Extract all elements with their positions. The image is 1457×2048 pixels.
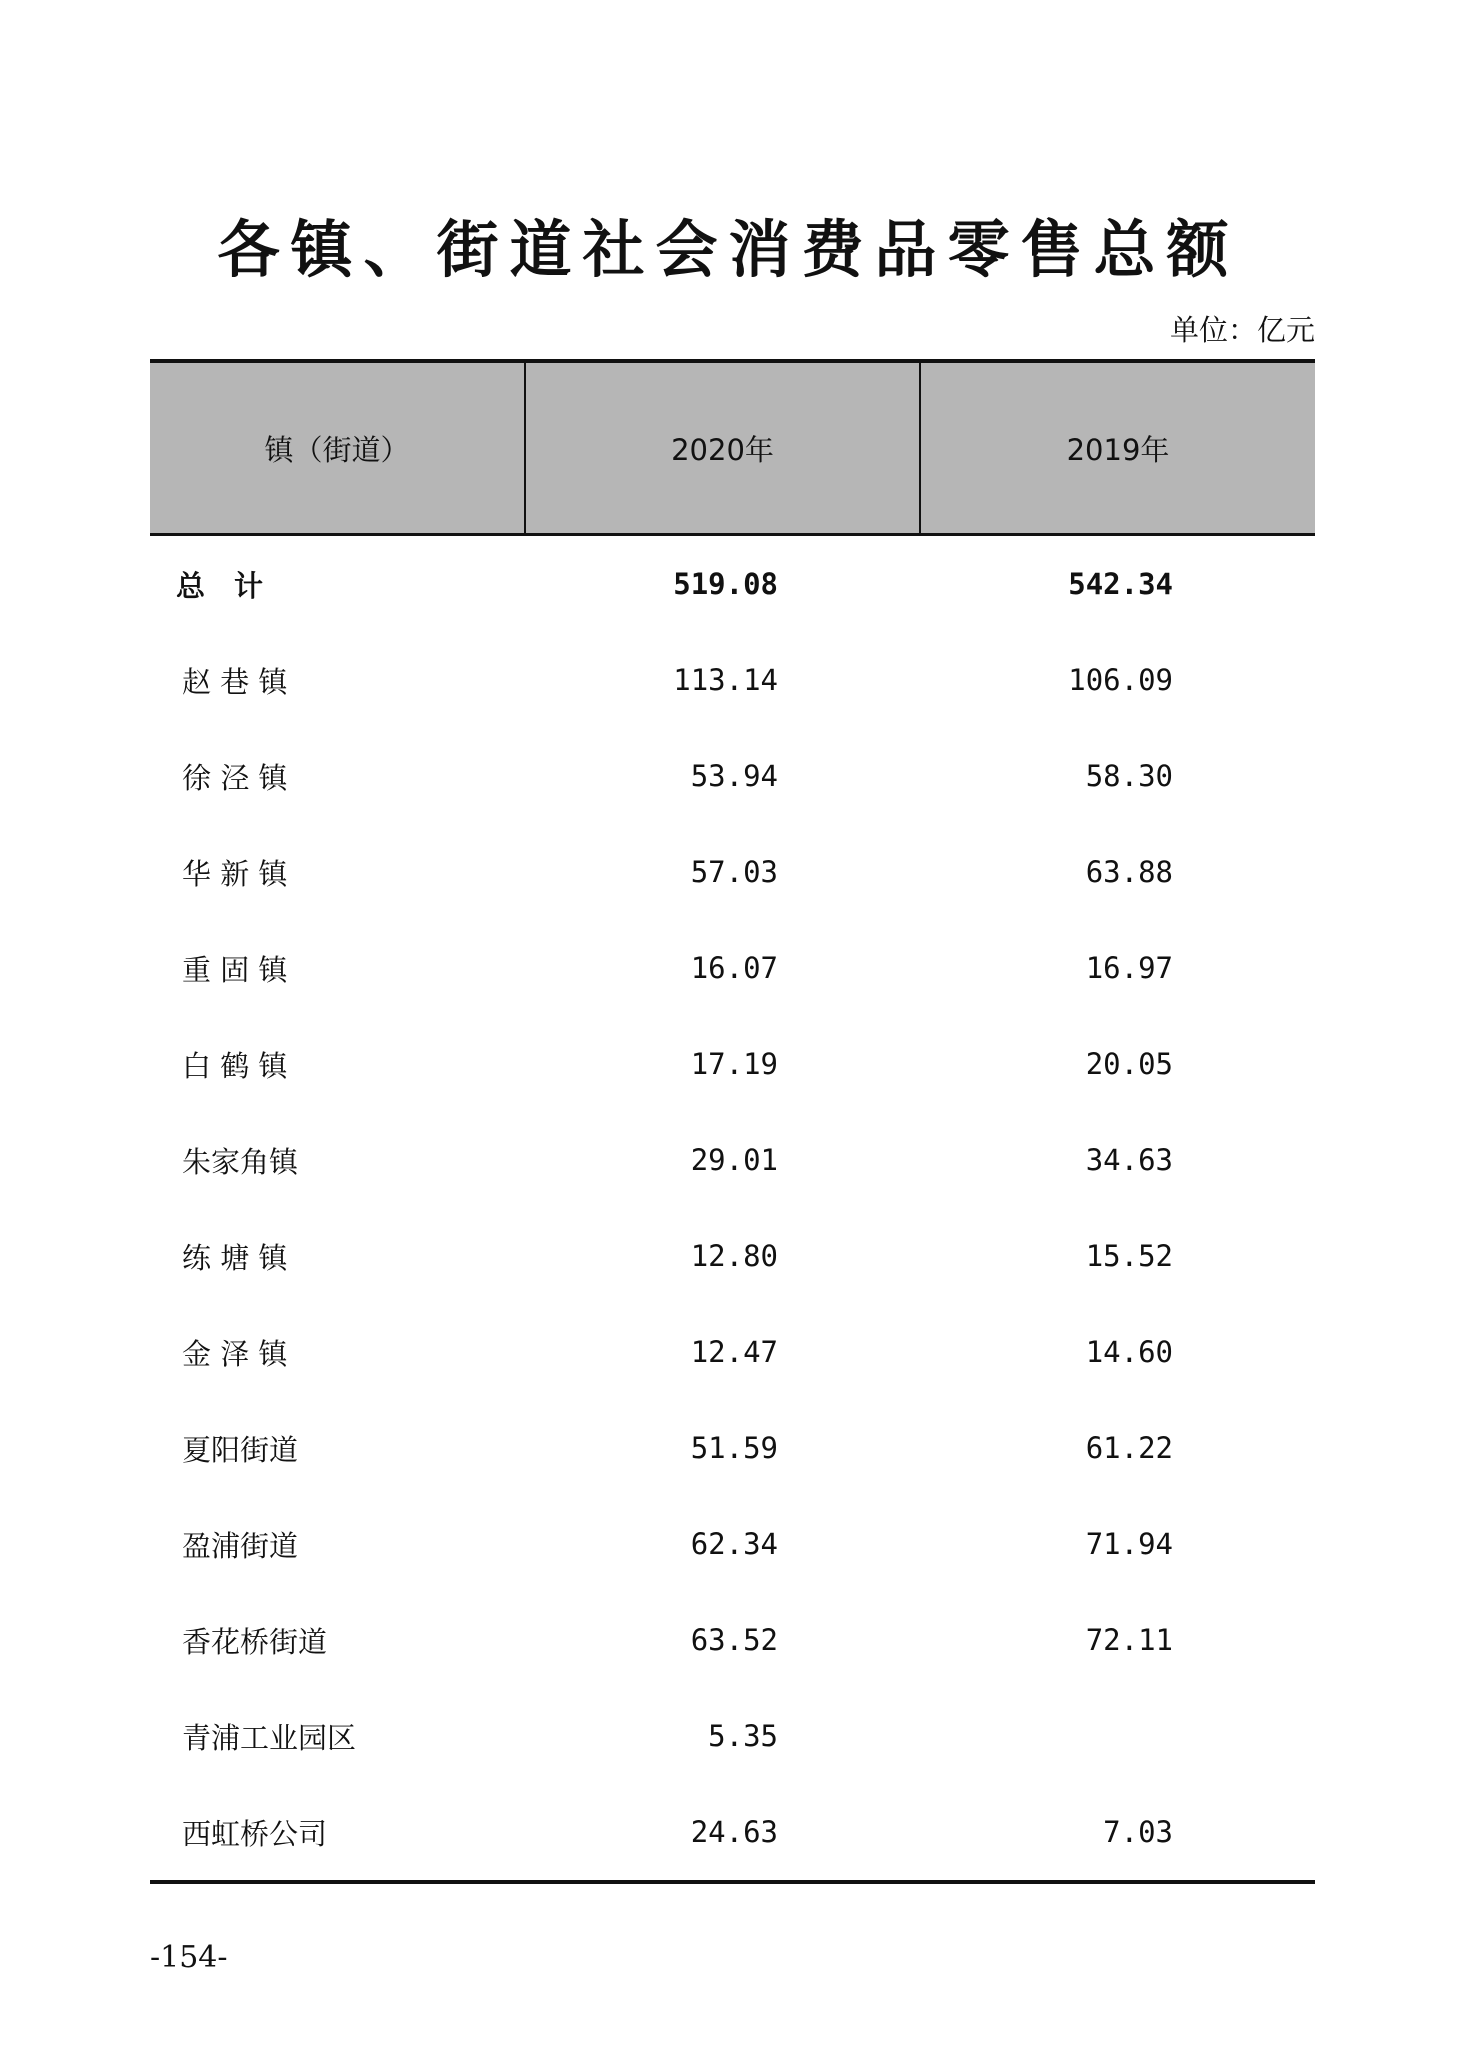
- value-2020: 519.08: [673, 567, 778, 601]
- unit-label: 单位：亿元: [1169, 313, 1315, 347]
- table-row: [150, 824, 1315, 920]
- column-header-town: 镇（街道）: [150, 361, 525, 535]
- value-2020: 51.59: [690, 1431, 778, 1465]
- row-name: 白 鹤 镇: [182, 1048, 288, 1083]
- column-header-2020: 2020年: [525, 361, 920, 535]
- value-2019: 71.94: [1085, 1527, 1173, 1561]
- page-number: -154-: [150, 1940, 228, 1975]
- value-2019: 7.03: [920, 1784, 1315, 1882]
- table-row: [150, 1592, 1315, 1688]
- table-row-total: [150, 535, 1315, 633]
- value-2020: 17.19: [690, 1047, 778, 1081]
- value-2019: 72.11: [1085, 1623, 1173, 1657]
- table-row: [150, 1688, 1315, 1784]
- value-2019: 16.97: [1085, 951, 1173, 985]
- retail-sales-table: [150, 359, 1315, 1884]
- table-row: [150, 1016, 1315, 1112]
- table-row: [150, 1496, 1315, 1592]
- value-2019: 106.09: [1068, 663, 1173, 697]
- value-2020: 12.47: [690, 1335, 778, 1369]
- row-name: 西虹桥公司: [150, 1784, 525, 1882]
- table-row: [150, 1208, 1315, 1304]
- value-2019: 58.30: [1085, 759, 1173, 793]
- value-2020: 24.63: [525, 1784, 920, 1882]
- row-name: 金 泽 镇: [182, 1336, 288, 1371]
- value-2020: 57.03: [690, 855, 778, 889]
- value-2019: 61.22: [1085, 1431, 1173, 1465]
- retail-sales-table-container: [150, 359, 1315, 1884]
- value-2020: 113.14: [673, 663, 778, 697]
- table-row: [150, 1400, 1315, 1496]
- table-body: [150, 535, 1315, 1883]
- value-2020: 12.80: [690, 1239, 778, 1273]
- value-2020: 5.35: [708, 1719, 778, 1753]
- row-name: 华 新 镇: [182, 856, 288, 891]
- page-title: 各镇、街道社会消费品零售总额: [217, 213, 1240, 286]
- row-name: 香花桥街道: [182, 1624, 328, 1659]
- value-2020: 29.01: [690, 1143, 778, 1177]
- value-2020: 63.52: [690, 1623, 778, 1657]
- column-header-2019: 2019年: [920, 361, 1315, 535]
- table-row: [150, 728, 1315, 824]
- value-2020: 62.34: [690, 1527, 778, 1561]
- value-2020: 53.94: [690, 759, 778, 793]
- row-name: 总 计: [176, 568, 264, 603]
- table-header-row: [150, 361, 1315, 535]
- table-row: [150, 1784, 1315, 1882]
- row-name: 赵 巷 镇: [182, 664, 288, 699]
- table-row: [150, 1304, 1315, 1400]
- value-2020: 16.07: [690, 951, 778, 985]
- row-name: 重 固 镇: [182, 952, 288, 987]
- row-name: 青浦工业园区: [182, 1720, 357, 1755]
- value-2019: 20.05: [1085, 1047, 1173, 1081]
- value-2019: 63.88: [1085, 855, 1173, 889]
- value-2019: 542.34: [1068, 567, 1173, 601]
- table-row: [150, 1112, 1315, 1208]
- value-2019: 34.63: [1085, 1143, 1173, 1177]
- row-name: 夏阳街道: [182, 1432, 299, 1467]
- row-name: 练 塘 镇: [182, 1240, 288, 1275]
- row-name: 徐 泾 镇: [182, 760, 288, 795]
- row-name: 盈浦街道: [182, 1528, 299, 1563]
- row-name: 朱家角镇: [182, 1144, 299, 1179]
- table-row: [150, 920, 1315, 1016]
- table-row: [150, 632, 1315, 728]
- value-2019: 15.52: [1085, 1239, 1173, 1273]
- value-2019: 14.60: [1085, 1335, 1173, 1369]
- table-header: [150, 361, 1315, 535]
- value-2019: [920, 1688, 1315, 1784]
